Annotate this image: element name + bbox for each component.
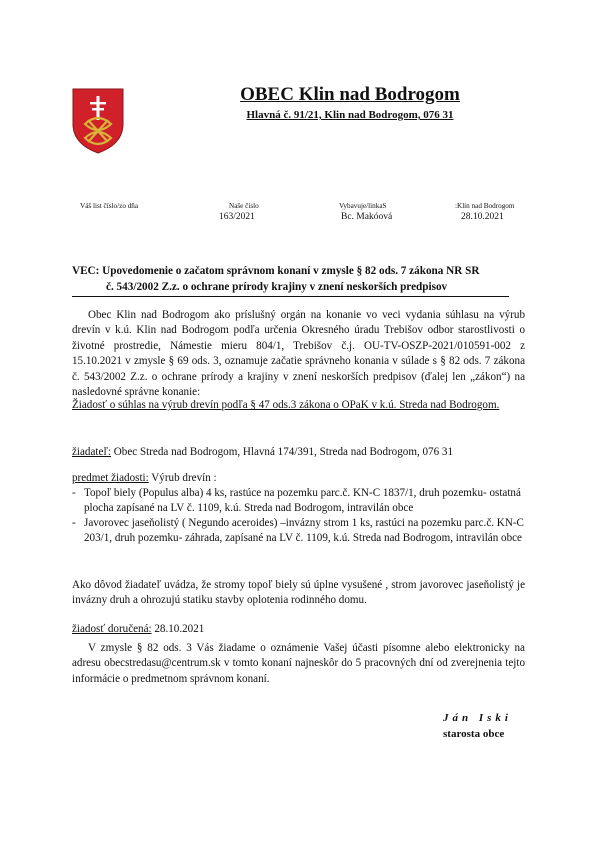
closing-paragraph bbox=[72, 641, 525, 687]
delivered-value: 28.10.2021 bbox=[154, 623, 205, 635]
delivered-label: žiadosť doručená: bbox=[72, 623, 152, 635]
ref-date: 28.10.2021 bbox=[461, 212, 504, 222]
list-item bbox=[72, 516, 525, 545]
applicant-label: žiadateľ: bbox=[72, 446, 111, 458]
list-bullet: - bbox=[72, 517, 76, 530]
ref-label-place: :Klin nad Bodrogom bbox=[455, 202, 515, 210]
ref-handled-by: Bc. Makóová bbox=[341, 212, 393, 222]
request-text: Žiadosť o súhlas na výrub drevín podľa § 47 ods.3 zákona o OPaK v k.ú. Streda nad Bodrogom. bbox=[72, 399, 500, 411]
closing-text: V zmysle § 82 ods. 3 Vás žiadame o oznámenie Vašej účasti písomne alebo elektronicky na adresu obecstredasu@centrum.sk v tomto konaní najneskôr do 5 pracovných dní od zverejnenia tejto informácie o predmetnom správnom konaní. bbox=[72, 642, 525, 685]
list-bullet: - bbox=[72, 487, 76, 499]
intro-text: Obec Klin nad Bodrogom ako príslušný orgán na konanie vo veci vydania súhlasu na výrub drevín v k.ú. Klin nad Bodrogom podľa určenia Okresného úradu Trebišov odbor starostlivosti o životné prostredie, Námestie mieru 804/1, Trebišov č.j. OU-TV-OSZP-2021/010591-002 z 15.10.2021 v zmysle § 69 ods. 3, oznamuje začatie správneho konania v súlade s § 82 ods. 7 zákona č. 543/2002 Z.z. o ochrane prírody a krajiny v znení neskorších predpisov (ďalej len „zákon“) na nasledovné správne konanie: bbox=[72, 309, 525, 399]
list-item bbox=[72, 486, 525, 515]
applicant-row bbox=[72, 445, 525, 460]
ref-label-your-letter: Váš list číslo/zo dňa bbox=[80, 202, 139, 210]
reason-paragraph: Ako dôvod žiadateľ uvádza, že stromy topoľ biely sú úplne vysušené , strom javorovec jaseňolistý je invázny druh a ohrozujú statiku stavby oplotenia rodinného domu. bbox=[72, 579, 525, 607]
delivered-row bbox=[72, 622, 204, 637]
list-item-text: Javorovec jaseňolistý ( Negundo aceroides) –invázny strom 1 ks, rastúci na pozemku parc.č. KN-C 203/1, druh pozemku- záhrada, zapísané na LV č. 1109, k.ú. Streda nad Bodrogom, intravilán obce bbox=[84, 517, 524, 544]
coat-of-arms-icon bbox=[72, 88, 124, 154]
subject-line-1: VEC: Upovedomenie o začatom správnom konaní v zmysle § 82 ods. 7 zákona NR SR bbox=[72, 265, 480, 277]
ref-label-our-number: Naše číslo bbox=[229, 202, 259, 210]
subject-line-2: č. 543/2002 Z.z. o ochrane prírody krajiny v znení neskorších predpisov bbox=[106, 281, 448, 293]
intro-paragraph bbox=[72, 308, 525, 400]
request-subject-label: predmet žiadosti: bbox=[72, 472, 149, 484]
header-address: Hlavná č. 91/21, Klin nad Bodrogom, 076 31 bbox=[246, 109, 454, 121]
list-item-text: Topoľ biely (Populus alba) 4 ks, rastúce na pozemku parc.č. KN-C 1837/1, druh pozemku- ostatná plocha zapísané na LV č. 1109, k.ú. Streda nad Bodrogom, intravilán obce bbox=[84, 487, 521, 514]
signature-name: Ján Iski bbox=[443, 712, 512, 724]
page-title: OBEC Klin nad Bodrogom bbox=[240, 84, 460, 105]
request-subject-row bbox=[72, 471, 217, 486]
signature-title: starosta obce bbox=[443, 728, 505, 740]
ref-our-number: 163/2021 bbox=[219, 212, 255, 222]
subject-underline bbox=[72, 296, 509, 297]
tree-list bbox=[72, 486, 525, 545]
applicant-value: Obec Streda nad Bodrogom, Hlavná 174/391, Streda nad Bodrogom, 076 31 bbox=[113, 446, 454, 458]
request-subject-value: Výrub drevín : bbox=[151, 472, 217, 484]
ref-label-handled-by: Vybavuje/linkaS bbox=[339, 202, 387, 210]
